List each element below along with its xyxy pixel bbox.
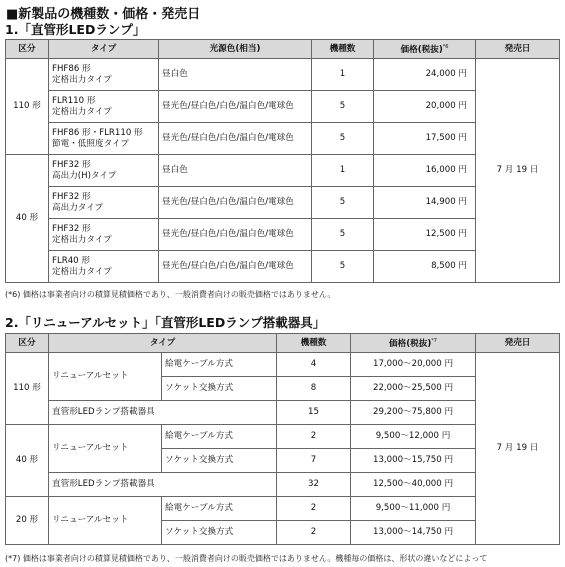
release-date: 7 月 19 日 [476,59,560,283]
fixture-cell: 直管形LEDランプ搭載器具 [49,401,277,425]
table-header-row [6,40,560,59]
price-cell: 14,900 円 [374,187,476,219]
count-cell: 4 [277,353,351,377]
count-cell: 5 [312,91,374,123]
method-cell: 給電ケーブル方式 [162,497,277,521]
method-cell: ソケット交換方式 [162,521,277,545]
method-cell: ソケット交換方式 [162,449,277,473]
price-cell: 8,500 円 [374,251,476,283]
header-type: タイプ [49,40,159,59]
count-cell: 2 [277,497,351,521]
count-cell: 1 [312,155,374,187]
price-cell: 20,000 円 [374,91,476,123]
header-release: 発売日 [476,334,560,353]
type-cell: FHF86 形 定格出力タイプ [49,59,159,91]
price-cell: 12,500～40,000 円 [351,473,476,497]
renewal-set-cell: リニューアルセット [49,353,162,401]
color-cell: 昼光色/昼白色/白色/温白色/電球色 [159,187,312,219]
count-cell: 1 [312,59,374,91]
table-row [6,353,560,377]
price-cell: 13,000～14,750 円 [351,521,476,545]
method-cell: 給電ケーブル方式 [162,425,277,449]
section2-heading: 2.「リニューアルセット」「直管形LEDランプ搭載器具」 [5,315,326,330]
header-price: 価格(税抜)$^{*6}$ [374,40,476,59]
price-cell: 16,000 円 [374,155,476,187]
renewal-set-cell: リニューアルセット [49,497,162,545]
page-title: ■新製品の機種数・価格・発売日 [6,7,201,22]
type-cell: FHF32 形 高出力タイプ [49,187,159,219]
header-type: タイプ [49,334,277,353]
price-cell: 24,000 円 [374,59,476,91]
count-cell: 15 [277,401,351,425]
count-cell: 7 [277,449,351,473]
count-cell: 5 [312,123,374,155]
footnote-7: (*7) 価格は事業者向けの積算見積価格であり、一般消費者向けの販売価格ではありません。機種毎の価格は、形状の違いなどによって [5,554,488,563]
price-cell: 12,500 円 [374,219,476,251]
footnote-6: (*6) 価格は事業者向けの積算見積価格であり、一般消費者向けの販売価格ではありません。 [5,290,336,299]
type-cell: FHF32 形 高出力(H)タイプ [49,155,159,187]
table-row [6,59,560,91]
color-cell: 昼白色 [159,155,312,187]
color-cell: 昼光色/昼白色/白色/温白色/電球色 [159,219,312,251]
count-cell: 32 [277,473,351,497]
count-cell: 2 [277,521,351,545]
method-cell: ソケット交換方式 [162,377,277,401]
count-cell: 2 [277,425,351,449]
renewal-table [5,333,560,545]
price-cell: 9,500～11,000 円 [351,497,476,521]
header-count: 機種数 [277,334,351,353]
type-cell: FHF86 形・FLR110 形 節電・低照度タイプ [49,123,159,155]
count-cell: 8 [277,377,351,401]
price-cell: 9,500～12,000 円 [351,425,476,449]
release-date: 7 月 19 日 [476,353,560,545]
method-cell: 給電ケーブル方式 [162,353,277,377]
count-cell: 5 [312,187,374,219]
price-cell: 13,000～15,750 円 [351,449,476,473]
header-price: 価格(税抜)$^{*7}$ [351,334,476,353]
price-cell: 29,200～75,800 円 [351,401,476,425]
type-cell: FHF32 形 定格出力タイプ [49,219,159,251]
price-cell: 22,000～25,500 円 [351,377,476,401]
price-cell: 17,500 円 [374,123,476,155]
renewal-set-cell: リニューアルセット [49,425,162,473]
group-label: 110 形 [6,353,49,425]
color-cell: 昼光色/昼白色/白色/温白色/電球色 [159,251,312,283]
header-kubun: 区分 [6,40,49,59]
group-label: 20 形 [6,497,49,545]
led-lamp-table [5,39,560,283]
group-label: 40 形 [6,425,49,497]
color-cell: 昼光色/昼白色/白色/温白色/電球色 [159,91,312,123]
count-cell: 5 [312,219,374,251]
type-cell: FLR110 形 定格出力タイプ [49,91,159,123]
section1-heading: 1.「直管形LEDランプ」 [5,22,146,37]
group-label: 110 形 [6,59,49,155]
type-cell: FLR40 形 定格出力タイプ [49,251,159,283]
table-header-row [6,334,560,353]
count-cell: 5 [312,251,374,283]
price-cell: 17,000～20,000 円 [351,353,476,377]
group-label: 40 形 [6,155,49,283]
color-cell: 昼白色 [159,59,312,91]
header-release: 発売日 [476,40,560,59]
fixture-cell: 直管形LEDランプ搭載器具 [49,473,277,497]
color-cell: 昼光色/昼白色/白色/温白色/電球色 [159,123,312,155]
header-count: 機種数 [312,40,374,59]
header-color: 光源色(相当) [159,40,312,59]
header-kubun: 区分 [6,334,49,353]
